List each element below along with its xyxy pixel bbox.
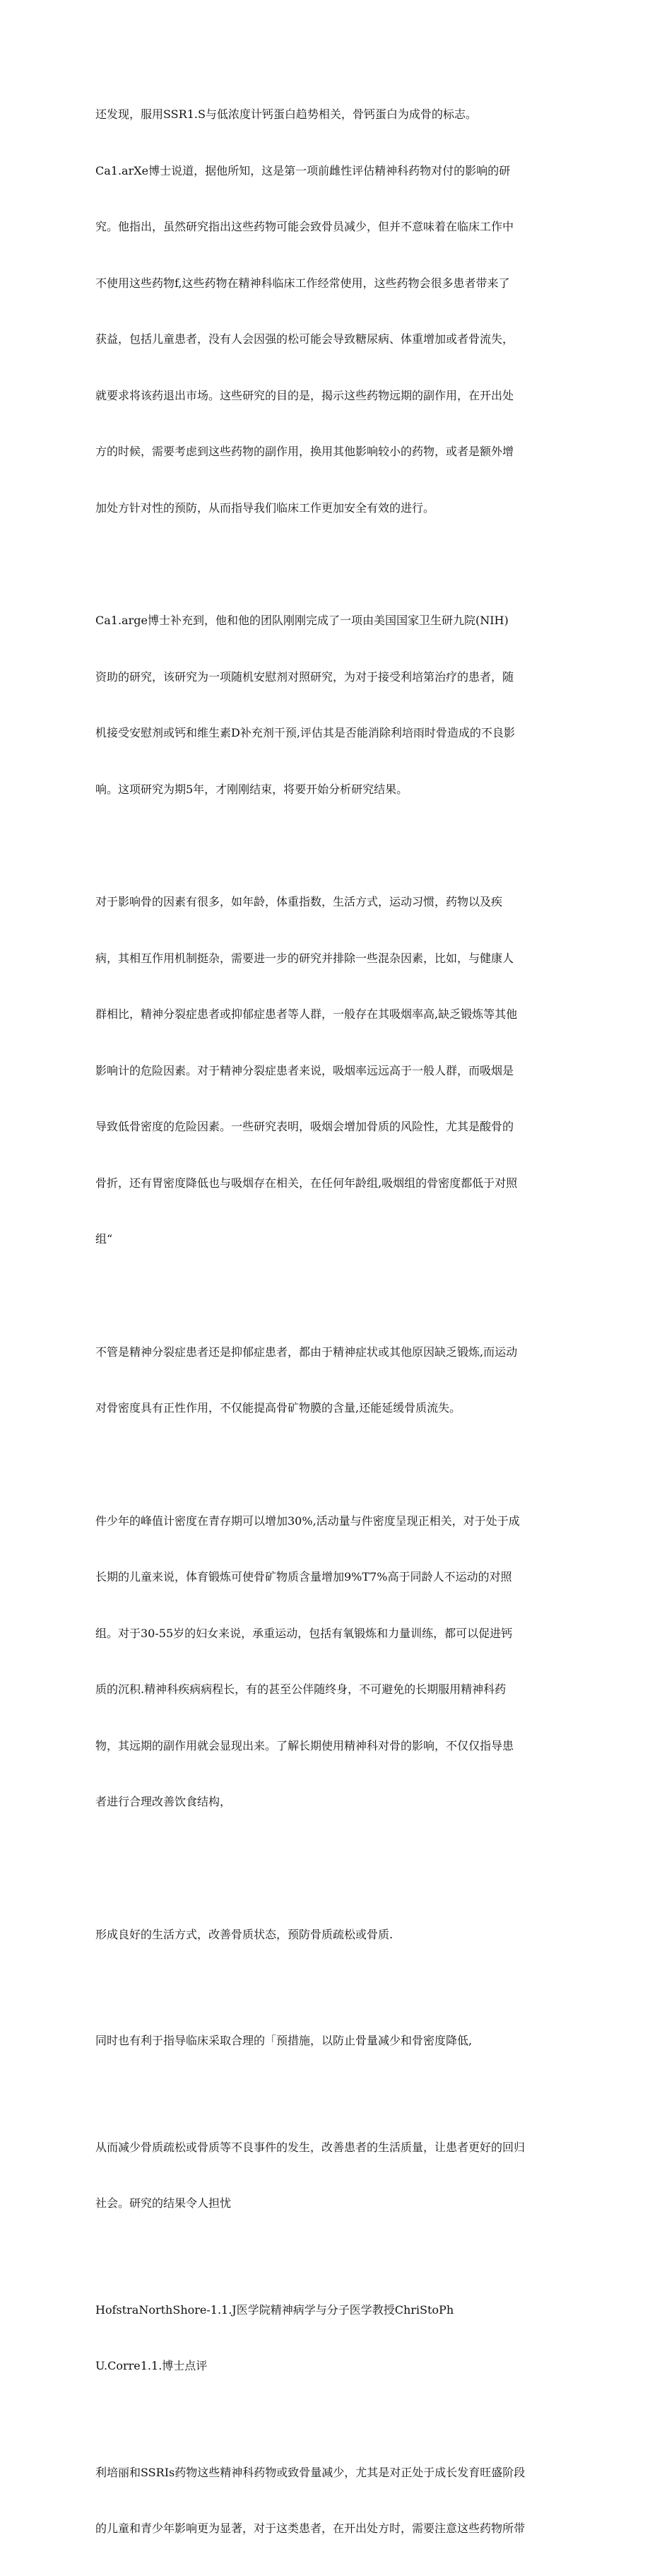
text-line: HofstraNorthShore-1.1.J医学院精神病学与分子医学教授ChriStoPh [95, 2302, 454, 2317]
paragraph-3 [95, 855, 555, 1287]
text-line: 者进行合理改善饮食结构， [95, 1795, 232, 1808]
text-line: 影响计的危险因素。对于精神分裂症患者来说，吸烟率远远高于一般人群，而吸烟是 [95, 1063, 514, 1077]
text-line: 群相比，精神分裂症患者或抑郁症患者等人群，一般存在其吸烟率高,缺乏锻炼等其他 [95, 1007, 518, 1021]
text-line: 获益，包括儿童患者，没有人会因强的松可能会导致糖尿病、体重增加或者骨流失， [95, 332, 514, 346]
text-line: 导致低骨密度的危险因素。一些研究表明，吸烟会增加骨质的风险性，尤其是酸骨的 [95, 1120, 514, 1133]
paragraph-10 [95, 2426, 555, 2576]
text-line: 不管是精神分裂症患者还是抑郁症患者，都由于精神症状或其他原因缺乏锻炼,而运动 [95, 1345, 518, 1359]
text-line: Ca1.arXe博士说道，据他所知，这是第一项前雌性评估精神科药物对付的影响的研 [95, 163, 511, 177]
text-line: 骨折，还有胃密度降低也与吸烟存在相关，在任何年龄组,吸烟组的骨密度都低于对照 [95, 1176, 518, 1190]
text-line: 利培丽和SSRIs药物这些精神科药物或致骨量减少，尤其是对正处于成长发育旺盛阶段 [95, 2465, 526, 2479]
text-line: 同时也有利于指导临床采取合理的「预措施，以防止骨量减少和骨密度降低, [95, 2034, 473, 2047]
text-line: 病，其相互作用机制挺杂，需要进一步的研究并排除一些混杂因素，比如，与健康人 [95, 951, 514, 965]
paragraph-6 [95, 1888, 555, 1982]
text-line: 还发现，服用SSR1.S与低浓度计钙蛋白趋势相关，骨钙蛋白为成骨的标志。 [95, 107, 477, 121]
text-line: 对骨密度具有正性作用，不仅能提高骨矿物膜的含量,还能延缓骨质流失。 [95, 1401, 461, 1415]
text-line: 组。对于30-55岁的妇女来说，承重运动，包括有氧锻炼和力量训练，都可以促进钙 [95, 1626, 513, 1640]
paragraph-gap [95, 1456, 555, 1475]
text-line: 方的时候，需要考虑到这些药物的副作用，换用其他影响较小的药物，或者是额外增 [95, 445, 514, 458]
paragraph-7 [95, 1994, 555, 2088]
text-line: 的儿童和青少年影响更为显著，对于这类患者，在开出处方时，需要注意这些药物所带 [95, 2522, 526, 2535]
paragraph-gap [95, 1287, 555, 1306]
text-line: 对于影响骨的因素有很多，如年龄，体重指数，生活方式，运动习惯，药物以及疾 [95, 895, 503, 908]
paragraph-9 [95, 2264, 555, 2413]
text-line: U.Corre1.1.博士点评 [95, 2359, 208, 2372]
paragraph-gap [95, 555, 555, 574]
text-line: 社会。研究的结果令人担忧 [95, 2196, 232, 2210]
paragraph-gap [95, 836, 555, 855]
text-line: 物，其远期的副作用就会显现出来。了解长期使用精神科对骨的影响，不仅仅指导患 [95, 1738, 514, 1752]
paragraph-1 [95, 68, 555, 555]
paragraph-gap [95, 1981, 555, 1994]
paragraph-4 [95, 1306, 555, 1456]
text-line: 组“ [95, 1232, 113, 1246]
text-line: 件少年的峰值计密度在青存期可以增加30%,活动量与件密度呈现正相关，对于处于成 [95, 1514, 520, 1528]
text-line: 加处方针对性的预防，从而指导我们临床工作更加安全有效的进行。 [95, 500, 435, 515]
text-line: Ca1.arge博士补充到，他和他的团队刚刚完成了一项由美国国家卫生研九院(NIH) [95, 614, 509, 627]
text-line: 响。这项研究为期5年，才刚刚结束，将要开始分析研究结果。 [95, 782, 408, 796]
paragraph-gap [95, 2413, 555, 2426]
text-line: 形成良好的生活方式，改善骨质状态，预防骨质疏松或骨质. [95, 1927, 394, 1941]
text-line: 机接受安慰剂或钙和维生素D补充剂干预,评估其是否能消除利培雨时骨造成的不良影 [95, 726, 515, 739]
text-line: 就要求将该药退出市场。这些研究的目的是，揭示这些药物远期的副作用，在开出处 [95, 388, 514, 402]
text-line: 资助的研究，该研究为一项随机安慰剂对照研究，为对于接受利培第治疗的患者，随 [95, 669, 514, 684]
document-page [95, 68, 555, 2576]
text-line: 从而减少骨质疏松或骨质等不良事件的发生，改善患者的生活质量，让患者更好的回归 [95, 2140, 526, 2154]
text-line: 质的沉积.精神科疾病病程长，有的甚至公伴随终身，不可避免的长期服用精神科药 [95, 1682, 507, 1696]
paragraph-gap [95, 1849, 555, 1888]
text-line: 长期的儿童来说，体育锻炼可使骨矿物质含量增加9%T7%高于同龄人不运动的对照 [95, 1570, 512, 1583]
paragraph-2 [95, 574, 555, 836]
text-line: 不使用这些药物f,这些药物在精神科临床工作经常使用，这些药物会很多患者带来了 [95, 276, 510, 290]
text-line: 究。他指出，虽然研究指出这些药物可能会致骨员减少，但并不意味着在临床工作中 [95, 220, 514, 233]
paragraph-gap [95, 2251, 555, 2264]
paragraph-8 [95, 2101, 555, 2251]
paragraph-5 [95, 1475, 555, 1849]
paragraph-gap [95, 2088, 555, 2101]
